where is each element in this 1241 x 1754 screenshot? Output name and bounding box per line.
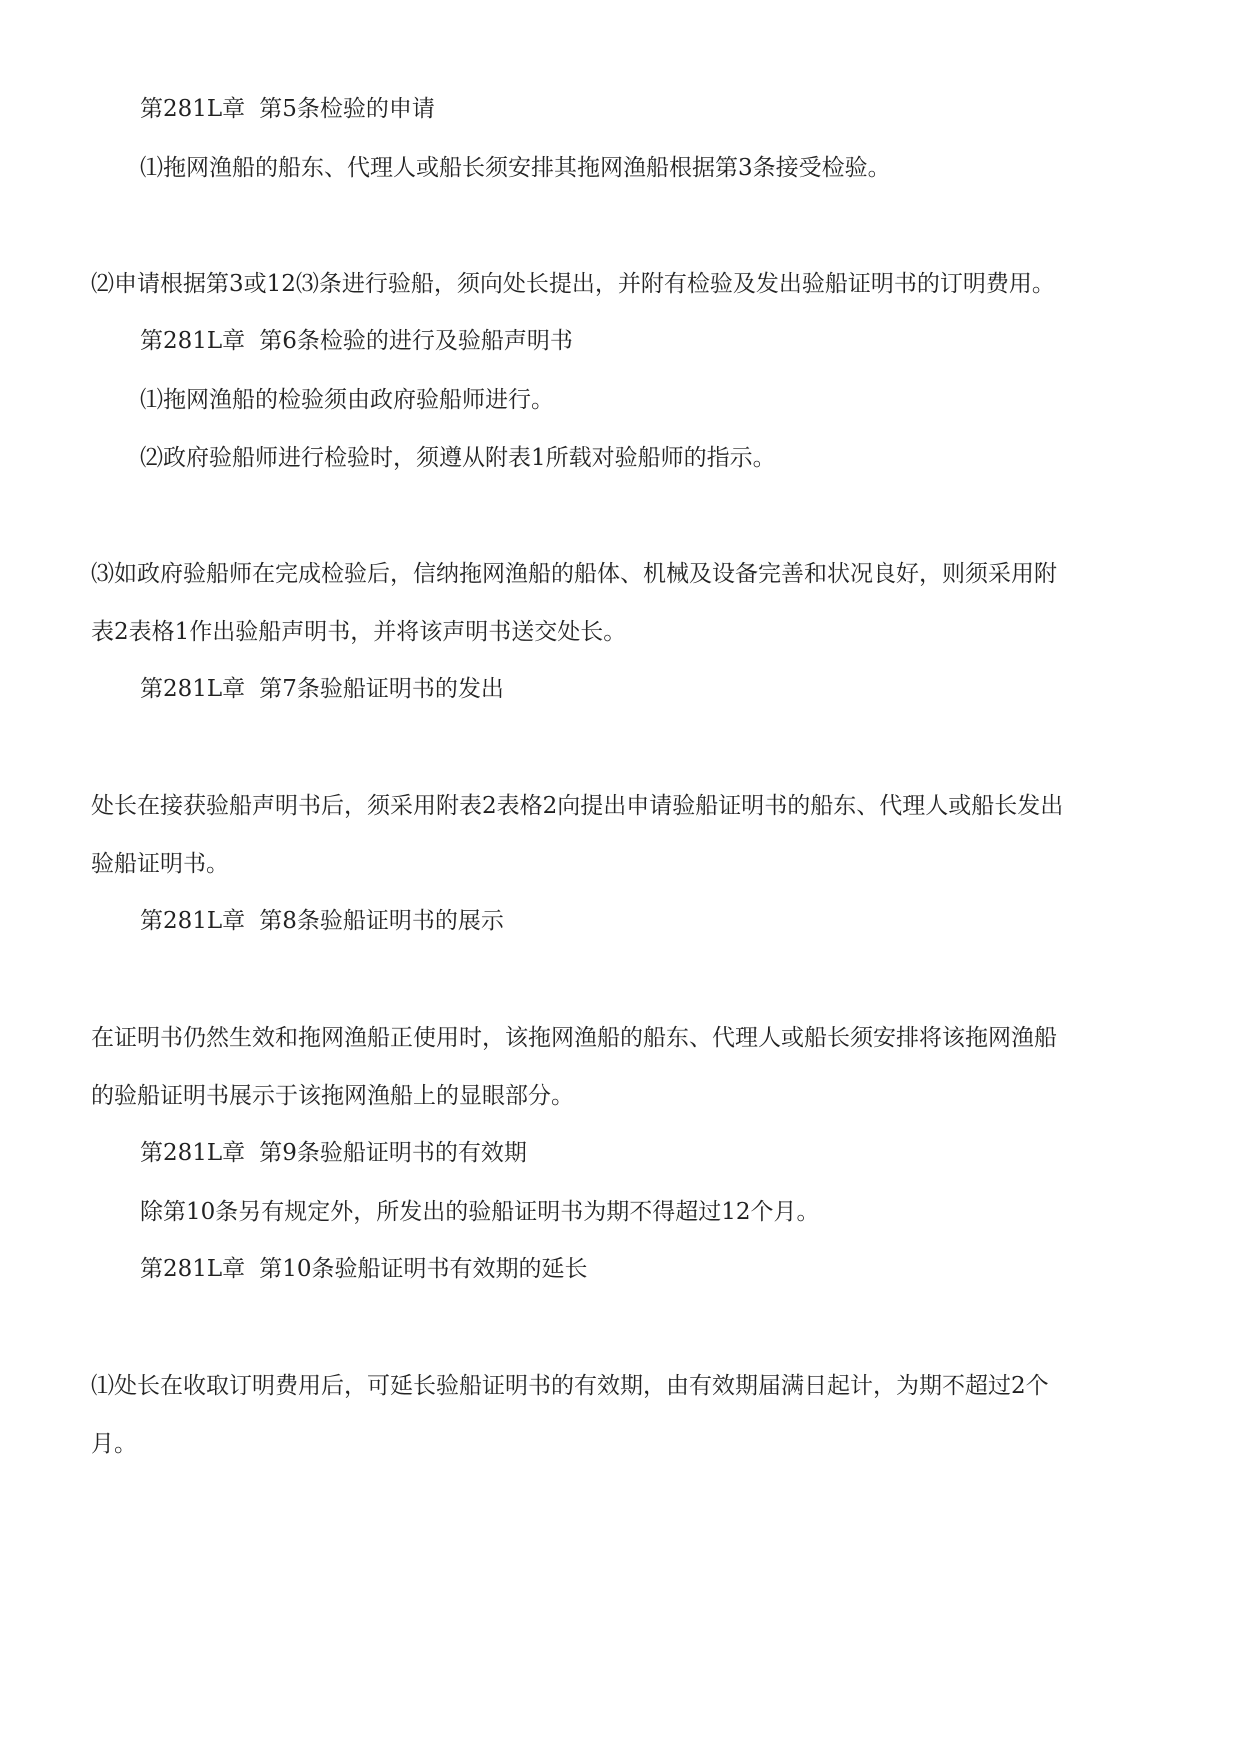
section-heading-art5 — [140, 94, 435, 124]
chapter-label: 第281L章 — [140, 908, 246, 934]
chapter-label: 第281L章 — [140, 328, 246, 354]
paragraph-line: ⑵政府验船师进行检验时，须遵从附表1所载对验船师的指示。 — [140, 445, 776, 471]
paragraph-line: 月。 — [91, 1431, 137, 1457]
paragraph-line: 验船证明书。 — [91, 851, 229, 877]
section-heading-art9 — [140, 1138, 527, 1168]
chapter-label: 第281L章 — [140, 676, 246, 702]
section-heading-art7 — [140, 674, 504, 704]
paragraph-line: ⑴拖网渔船的船东、代理人或船长须安排其拖网渔船根据第3条接受检验。 — [140, 155, 891, 181]
article-title: 第10条验船证明书有效期的延长 — [259, 1256, 588, 1282]
paragraph-line: ⑶如政府验船师在完成检验后，信纳拖网渔船的船体、机械及设备完善和状况良好，则须采用附 — [91, 561, 1057, 587]
paragraph-line: 在证明书仍然生效和拖网渔船正使用时，该拖网渔船的船东、代理人或船长须安排将该拖网渔船 — [91, 1025, 1057, 1051]
article-title: 第9条验船证明书的有效期 — [259, 1140, 527, 1166]
paragraph-line: ⑴拖网渔船的检验须由政府验船师进行。 — [140, 387, 554, 413]
paragraph-line: 除第10条另有规定外，所发出的验船证明书为期不得超过12个月。 — [140, 1199, 820, 1225]
chapter-label: 第281L章 — [140, 1256, 246, 1282]
chapter-label: 第281L章 — [140, 1140, 246, 1166]
article-title: 第5条检验的申请 — [259, 96, 435, 122]
section-heading-art10 — [140, 1254, 587, 1284]
chapter-label: 第281L章 — [140, 96, 246, 122]
paragraph-line: ⑴处长在收取订明费用后，可延长验船证明书的有效期，由有效期届满日起计，为期不超过2个 — [91, 1373, 1049, 1399]
article-title: 第7条验船证明书的发出 — [259, 676, 504, 702]
paragraph-line: 处长在接获验船声明书后，须采用附表2表格2向提出申请验船证明书的船东、代理人或船长发出 — [91, 793, 1064, 819]
article-title: 第6条检验的进行及验船声明书 — [259, 328, 573, 354]
section-heading-art8 — [140, 906, 504, 936]
paragraph-line: 表2表格1作出验船声明书，并将该声明书送交处长。 — [91, 619, 627, 645]
section-heading-art6 — [140, 326, 573, 356]
paragraph-line: 的验船证明书展示于该拖网渔船上的显眼部分。 — [91, 1083, 574, 1109]
paragraph-line: ⑵申请根据第3或12⑶条进行验船，须向处长提出，并附有检验及发出验船证明书的订明费用。 — [91, 271, 1055, 297]
article-title: 第8条验船证明书的展示 — [259, 908, 504, 934]
